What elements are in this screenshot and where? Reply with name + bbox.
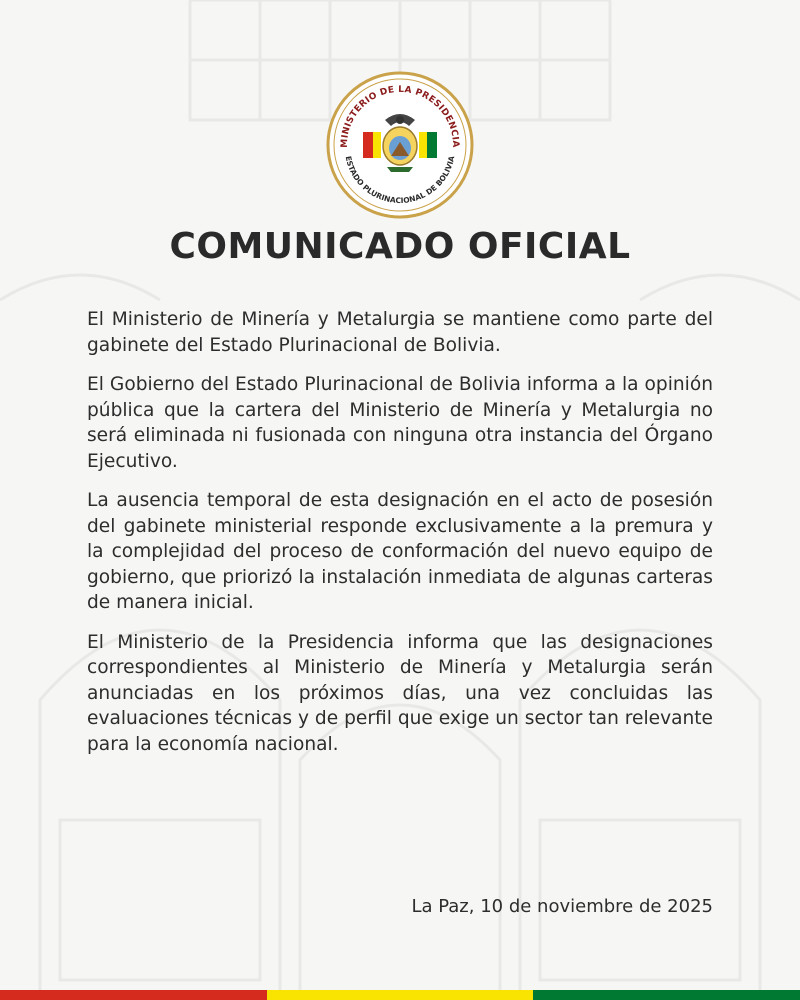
paragraph-2: El Gobierno del Estado Plurinacional de Bolivia informa a la opinión pública que la cartera del Ministerio de Minería y Metalurgia no será eliminada ni fusionada con ninguna otra instancia del Órgano Ejecutivo. — [87, 374, 713, 472]
communique-body — [87, 307, 713, 771]
paragraph-1: El Ministerio de Minería y Metalurgia se mantiene como parte del gabinete del Estado Plurinacional de Bolivia. — [87, 309, 713, 356]
seal-bottom-text: ESTADO PLURINACIONAL DE BOLIVIA — [343, 155, 457, 206]
paragraph-3: La ausencia temporal de esta designación en el acto de posesión del gabinete ministerial responde exclusivamente a la premura y la complejidad del proceso de conformación del nuevo equipo de gobierno, que priorizó la instalación inmediata de algunas carteras de manera inicial. — [87, 490, 713, 613]
seal-top-text: MINISTERIO DE LA PRESIDENCIA — [339, 84, 461, 148]
page-title: COMUNICADO OFICIAL — [169, 226, 631, 267]
flag-stripe — [0, 990, 800, 1000]
flag-red-stripe — [0, 990, 267, 1000]
paragraph-4: El Ministerio de la Presidencia informa que las designaciones correspondientes al Ministerio de Minería y Metalurgia serán anunciadas en los próximos días, una vez concluidas las evaluaciones técnicas y de perfil que exige un sector tan relevante para la economía nacional. — [87, 631, 713, 755]
flag-green-stripe — [533, 990, 800, 1000]
date-line: La Paz, 10 de noviembre de 2025 — [411, 896, 713, 917]
flag-yellow-stripe — [267, 990, 534, 1000]
ministry-seal — [325, 70, 475, 220]
